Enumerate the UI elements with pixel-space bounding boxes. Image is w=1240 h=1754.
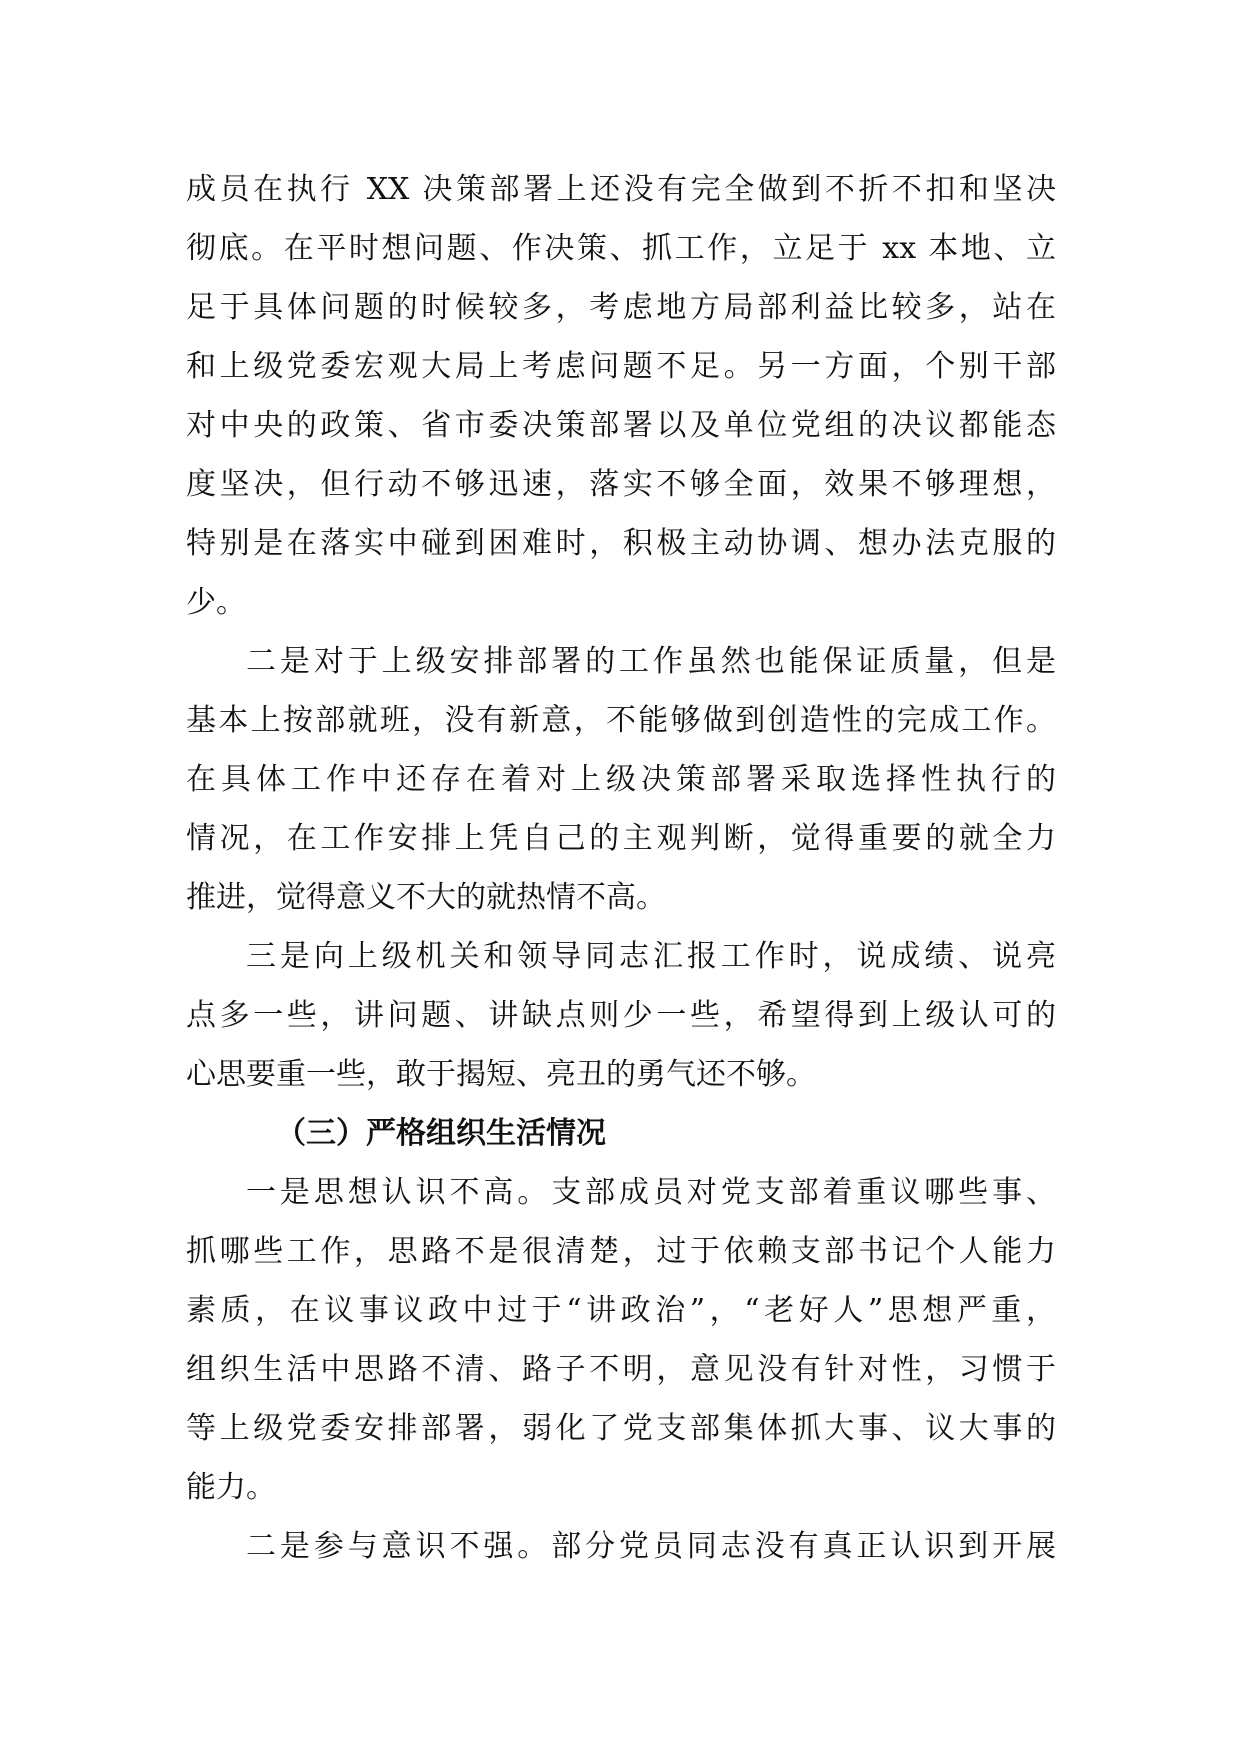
text-line: 情况，在工作安排上凭自己的主观判断，觉得重要的就全力 [186,821,1056,856]
text-line: 推进，觉得意义不大的就热情不高。 [186,880,666,915]
text-line: 和上级党委宏观大局上考虑问题不足。另一方面，个别干部 [186,349,1056,384]
section-heading [186,1104,1056,1163]
text-line: 组织生活中思路不清、路子不明，意见没有针对性，习惯于 [186,1352,1056,1387]
paragraph-3 [186,927,1056,1104]
paragraph-2 [186,632,1056,927]
document-page [186,160,1056,1576]
text-line: 足于具体问题的时候较多，考虑地方局部利益比较多，站在 [186,290,1056,325]
text-line: 等上级党委安排部署，弱化了党支部集体抓大事、议大事的 [186,1411,1056,1446]
text-line: 一是思想认识不高。支部成员对党支部着重议哪些事、 [246,1175,1056,1210]
paragraph-1 [186,160,1056,632]
paragraph-5 [186,1517,1056,1576]
text-line: 对中央的政策、省市委决策部署以及单位党组的决议都能态 [186,408,1056,443]
text-line: 基本上按部就班，没有新意，不能够做到创造性的完成工作。 [186,703,1056,738]
section-title: （三）严格组织生活情况 [276,1116,606,1151]
text-line: 能力。 [186,1470,276,1505]
text-line: 彻底。在平时想问题、作决策、抓工作，立足于 xx 本地、立 [186,231,1056,266]
text-line: 特别是在落实中碰到困难时，积极主动协调、想办法克服的 [186,526,1056,561]
text-line: 三是向上级机关和领导同志汇报工作时，说成绩、说亮 [246,939,1056,974]
text-line: 在具体工作中还存在着对上级决策部署采取选择性执行的 [186,762,1056,797]
text-line: 度坚决，但行动不够迅速，落实不够全面，效果不够理想， [186,467,1056,502]
text-line: 二是对于上级安排部署的工作虽然也能保证质量，但是 [246,644,1056,679]
text-line: 成员在执行 XX 决策部署上还没有完全做到不折不扣和坚决 [186,172,1056,207]
paragraph-4 [186,1163,1056,1517]
text-line: 心思要重一些，敢于揭短、亮丑的勇气还不够。 [186,1057,816,1092]
text-line: 素质，在议事议政中过于“讲政治”，“老好人”思想严重， [186,1293,1056,1328]
text-line: 二是参与意识不强。部分党员同志没有真正认识到开展 [246,1529,1056,1564]
text-line: 少。 [186,585,246,620]
text-line: 抓哪些工作，思路不是很清楚，过于依赖支部书记个人能力 [186,1234,1056,1269]
text-line: 点多一些，讲问题、讲缺点则少一些，希望得到上级认可的 [186,998,1056,1033]
